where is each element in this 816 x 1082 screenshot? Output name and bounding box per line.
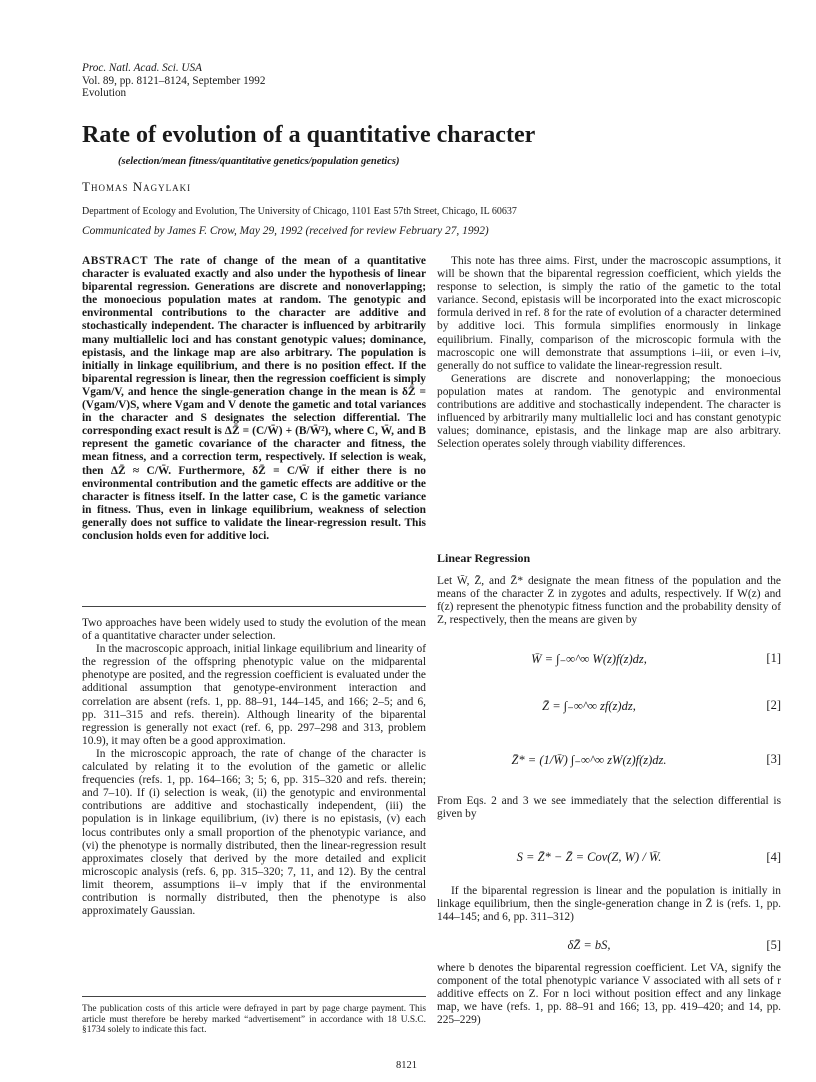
equation-3 bbox=[437, 752, 781, 774]
equation-expression: Z̄ = ∫₋∞^∞ zf(z)dz, bbox=[542, 699, 636, 713]
paragraph: Generations are discrete and nonoverlapping; the monoecious population mates at random. The genotypic and environmental contributions are additive and stochastically independent. The character is influenced by arbitrarily many multiallelic loci and has constant genotypic values; dominance, epistasis, and the linkage map are also arbitrary. Selection operates solely through viability differences. bbox=[437, 372, 781, 451]
keywords: (selection/mean fitness/quantitative genetics/population genetics) bbox=[118, 156, 400, 167]
communicated-line: Communicated by James F. Crow, May 29, 1992 (received for review February 27, 1992) bbox=[82, 225, 489, 237]
equation-expression: W̄ = ∫₋∞^∞ W(z)f(z)dz, bbox=[531, 652, 647, 666]
equation-5 bbox=[437, 938, 781, 960]
equation-expression: S = Z̄* − Z̄ = Cov(Z, W) / W̄. bbox=[516, 850, 662, 864]
abstract-divider bbox=[82, 606, 426, 607]
section-heading: Linear Regression bbox=[437, 551, 531, 565]
paragraph: In the macroscopic approach, initial linkage equilibrium and linearity of the regression of the offspring phenotypic value on the midparental phenotype are posited, and the regression coefficient is evaluated under the additional assumption that genotype-environment interaction and correlation are absent (refs. 1, pp. 88–91, 144–145, and 166; 2–5; and 6, pp. 311–315 and refs. therein). Although linearity of the biparental regression is generally not exact (ref. 6, pp. 297–298 and 313, problem 10.9), it may often be a good approximation. bbox=[82, 643, 426, 747]
selection-differential-text bbox=[437, 795, 781, 821]
right-column-body bbox=[437, 255, 781, 451]
paragraph: This note has three aims. First, under the macroscopic assumptions, it will be shown that the biparental regression coefficient, which yields the response to selection, is simply the ratio of the gametic to the total variance. Second, epistasis will be incorporated into the exact microscopic formula derived in ref. 8 for the rate of evolution of a character determined by additive loci. This formula simplifies enormously in linkage equilibrium. Finally, comparison of the microscopic formula with the macroscopic one will demonstrate that assumptions i–iii, or even i–iv, generally do not suffice to validate the linear-regression result. bbox=[437, 255, 781, 372]
volume-info: Vol. 89, pp. 8121–8124, September 1992 bbox=[82, 74, 266, 87]
paper-title: Rate of evolution of a quantitative character bbox=[82, 122, 536, 148]
equation-4 bbox=[437, 850, 781, 872]
left-column-body bbox=[82, 617, 426, 918]
equation-number: [2] bbox=[766, 698, 781, 712]
paragraph: From Eqs. 2 and 3 we see immediately that the selection differential is given by bbox=[437, 795, 781, 821]
regression-change-text bbox=[437, 885, 781, 924]
journal-section: Evolution bbox=[82, 87, 127, 99]
abstract bbox=[82, 255, 426, 543]
author: Thomas Nagylaki bbox=[82, 179, 192, 194]
equation-1 bbox=[437, 651, 781, 673]
abstract-label: ABSTRACT bbox=[82, 255, 149, 267]
paragraph: If the biparental regression is linear and the population is initially in linkage equilibrium, then the single-generation change in Z̄ is (refs. 1, pp. 144–145; and 6, pp. 311–312) bbox=[437, 885, 781, 924]
footnote: The publication costs of this article were defrayed in part by page charge payment. This article must therefore be hereby marked “advertisement” in accordance with 18 U.S.C. §1734 solely to indicate this fact. bbox=[82, 1004, 426, 1036]
journal-header bbox=[82, 62, 265, 100]
equation-number: [1] bbox=[766, 651, 781, 665]
regression-intro bbox=[437, 575, 781, 627]
equation-number: [4] bbox=[766, 850, 781, 864]
affiliation: Department of Ecology and Evolution, The University of Chicago, 1101 East 57th Street, Chicago, IL 60637 bbox=[82, 206, 517, 217]
equation-expression: δZ̄ = bS, bbox=[567, 938, 611, 952]
abstract-text: The rate of change of the mean of a quantitative character is evaluated exactly and also under the hypothesis of linear biparental regression. Generations are discrete and nonoverlapping; the monoecious population mates at random. The genotypic and environmental contributions to the character are additive and stochastically independent. The character is influenced by arbitrarily many multiallelic loci and has constant genotypic values; dominance, epistasis, and the linkage map are also arbitrary. The population is initially in linkage equilibrium, and there is no position effect. If the biparental regression is linear, then the regression coefficient is simply Vgam/V, and hence the single-generation change in the mean is δZ̄ = (Vgam/V)S, where Vgam and V denote the gametic and total variances in the character and S designates the selection differential. The corresponding exact result is ΔZ̄ = (C/W̄) + (B/W̄²), where C, W̄, and B represent the gametic covariance of the character and fitness, the mean fitness, and a correction term, respectively. If selection is weak, then ΔZ̄ ≈ C/W̄. Furthermore, δZ̄ = C/W̄ if either there is no environmental contribution and the gametic effects are additive or the character is fitness itself. In the latter case, C is the gametic variance in fitness. Thus, even in linkage equilibrium, weakness of selection generally does not suffice to validate the linear-regression result. This conclusion holds even for additive loci. bbox=[82, 255, 426, 542]
paragraph: Two approaches have been widely used to study the evolution of the mean of a quantitative character under selection. bbox=[82, 617, 426, 643]
paragraph: Let W̄, Z̄, and Z̄* designate the mean fitness of the population and the means of the character Z in zygotes and adults, respectively. If W(z) and f(z) represent the phenotypic fitness function and the probability density of Z, respectively, then the means are given by bbox=[437, 575, 781, 627]
equation-2 bbox=[437, 698, 781, 720]
footnote-divider bbox=[82, 996, 426, 997]
journal-name: Proc. Natl. Acad. Sci. USA bbox=[82, 62, 202, 74]
paragraph: where b denotes the biparental regression coefficient. Let VA, signify the component of the total phenotypic variance V associated with all sets of r additive effects on Z. For n loci without position effect and any linkage map, we have (refs. 1, pp. 88–91 and 166; 13, pp. 419–420; and 14, pp. 225–229) bbox=[437, 962, 781, 1027]
variance-text bbox=[437, 962, 781, 1027]
equation-number: [5] bbox=[766, 938, 781, 952]
equation-number: [3] bbox=[766, 752, 781, 766]
page-number: 8121 bbox=[396, 1060, 417, 1071]
paragraph: In the microscopic approach, the rate of change of the character is calculated by relating it to the evolution of the gametic or allelic frequencies (refs. 1, pp. 164–166; 3; 5; 6, pp. 315–320 and refs. therein; and 7–10). If (i) selection is weak, (ii) the genotypic and environmental contributions are additive and stochastically independent, (iii) the population is in linkage equilibrium, (iv) there is no epistasis, (v) each locus contributes only a small proportion of the phenotypic variance, and (vi) the phenotype is normally distributed, then the linear-regression result approximates closely that derived by the more detailed and explicit microscopic analysis (refs. 6, pp. 315–320; 7, 11, and 12). By the central limit theorem, assumptions ii–v imply that if the environmental contribution is normally distributed, then the phenotype is also approximately Gaussian. bbox=[82, 747, 426, 918]
equation-expression: Z̄* = (1/W̄) ∫₋∞^∞ zW(z)f(z)dz. bbox=[511, 753, 667, 767]
